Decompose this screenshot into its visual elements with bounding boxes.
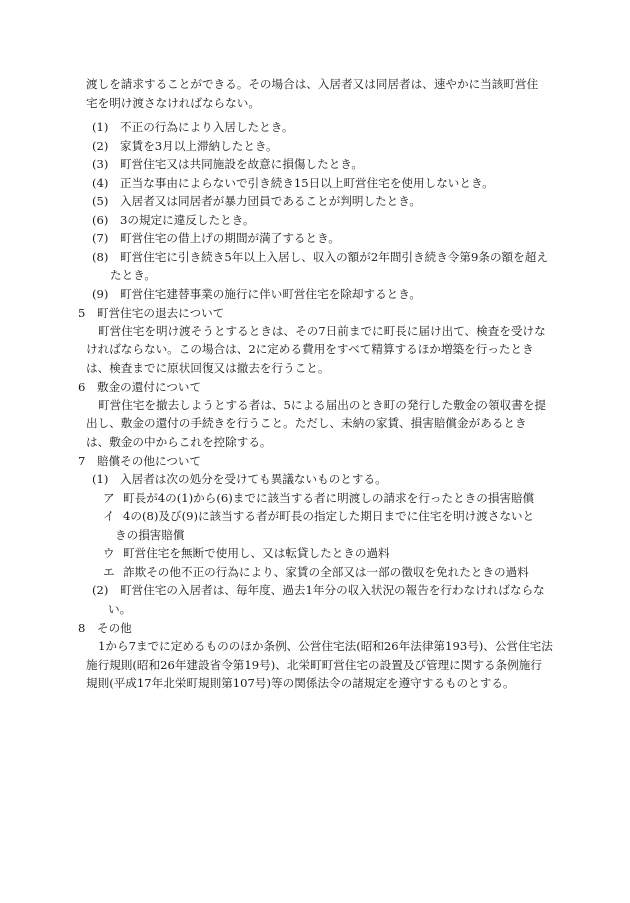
subitem [103, 545, 390, 561]
case-item [92, 193, 421, 209]
subitem [103, 508, 534, 524]
case-number: (4) [92, 176, 109, 190]
case-text: 町営住宅に引き続き5年以上入居し、収入の額が2年間引き続き令第9条の額を超え [120, 250, 548, 264]
case-item [92, 156, 363, 172]
case-number: (9) [92, 287, 109, 301]
case-number: (3) [92, 157, 109, 171]
case-text: 町営住宅建替事業の施行に伴い町営住宅を除却するとき。 [120, 287, 421, 301]
case-number: (8) [92, 250, 109, 264]
section-8-line-3: 規則(平成17年北栄町規則第107号)等の関係法令の諸規定を遵守するものとする。 [86, 676, 515, 690]
section-5-line-1: 町営住宅を明け渡そうとするときは、その7日前までに町長に届け出て、検査を受けな [98, 324, 546, 338]
case-item [92, 138, 278, 154]
case-item [92, 286, 421, 302]
subitem-label: ア [103, 491, 115, 505]
case-text: 町営住宅の借上げの期間が満了するとき。 [120, 231, 340, 245]
intro-line-2: 宅を明け渡さなければならない。 [86, 96, 260, 110]
subitem-text: 4の(8)及び(9)に該当する者が町長の指定した期日までに住宅を明け渡さないと [123, 509, 535, 523]
case-number: (5) [92, 194, 109, 208]
case-text: 入居者又は同居者が暴力団員であることが判明したとき。 [120, 194, 421, 208]
subitem-label: イ [103, 509, 115, 523]
case-item [92, 175, 494, 191]
item-number: (1) [92, 472, 109, 486]
subitem-label: ウ [103, 546, 115, 560]
case-number: (1) [92, 120, 109, 134]
case-item [92, 212, 254, 228]
case-item [92, 119, 293, 135]
section-heading: 7 賠償その他について [78, 454, 202, 468]
case-number: (6) [92, 213, 109, 227]
subitem [103, 490, 534, 506]
item-text: 町営住宅の入居者は、毎年度、過去1年分の収入状況の報告を行わなければならな [120, 583, 545, 597]
item-continuation: い。 [108, 602, 132, 616]
case-text: 町営住宅又は共同施設を故意に損傷したとき。 [120, 157, 364, 171]
subitem-text: 町営住宅を無断で使用し、又は転貸したときの過料 [123, 546, 390, 560]
subitem-label: エ [103, 565, 115, 579]
section-heading: 8 その他 [78, 621, 132, 635]
section-8-line-2: 施行規則(昭和26年建設省令第19号)、北栄町町営住宅の設置及び管理に関する条例施行 [86, 658, 542, 672]
section-6-line-1: 町営住宅を撤去しようとする者は、5による届出のとき町の発行した敷金の領収書を提 [98, 398, 546, 412]
case-text: 正当な事由によらないで引き続き15日以上町営住宅を使用しないとき。 [120, 176, 494, 190]
case-text: 不正の行為により入居したとき。 [120, 120, 294, 134]
case-item [92, 230, 340, 246]
case-continuation: たとき。 [110, 268, 156, 282]
case-text: 3の規定に違反したとき。 [120, 213, 255, 227]
section-6-line-3: は、敷金の中からこれを控除する。 [86, 435, 272, 449]
section-heading: 6 敷金の還付について [78, 380, 202, 394]
intro-line-1: 渡しを請求することができる。その場合は、入居者又は同居者は、速やかに当該町営住 [86, 77, 539, 91]
section-7-item [92, 582, 545, 598]
case-number: (2) [92, 139, 109, 153]
case-text: 家賃を3月以上滞納したとき。 [120, 139, 278, 153]
subitem-continuation: きの損害賠償 [115, 528, 185, 542]
case-number: (7) [92, 231, 109, 245]
subitem [103, 564, 529, 580]
item-number: (2) [92, 583, 109, 597]
section-heading: 5 町営住宅の退去について [78, 306, 225, 320]
section-6-line-2: 出し、敷金の還付の手続きを行うこと。ただし、未納の家賃、損害賠償金があるとき [86, 416, 527, 430]
subitem-text: 詐欺その他不正の行為により、家賃の全部又は一部の徴収を免れたときの過料 [123, 565, 529, 579]
section-8-line-1: 1から7までに定めるもののほか条例、公営住宅法(昭和26年法律第193号)、公営住宅法 [98, 639, 553, 653]
section-5-line-2: ければならない。この場合は、2に定める費用をすべて精算するほか増築を行ったとき [86, 342, 534, 356]
section-7-item [92, 471, 387, 487]
section-5-line-3: は、検査までに原状回復又は撤去を行うこと。 [86, 361, 330, 375]
subitem-text: 町長が4の(1)から(6)までに該当する者に明渡しの請求を行ったときの損害賠償 [123, 491, 535, 505]
case-item [92, 249, 548, 265]
item-text: 入居者は次の処分を受けても異議ないものとする。 [120, 472, 387, 486]
